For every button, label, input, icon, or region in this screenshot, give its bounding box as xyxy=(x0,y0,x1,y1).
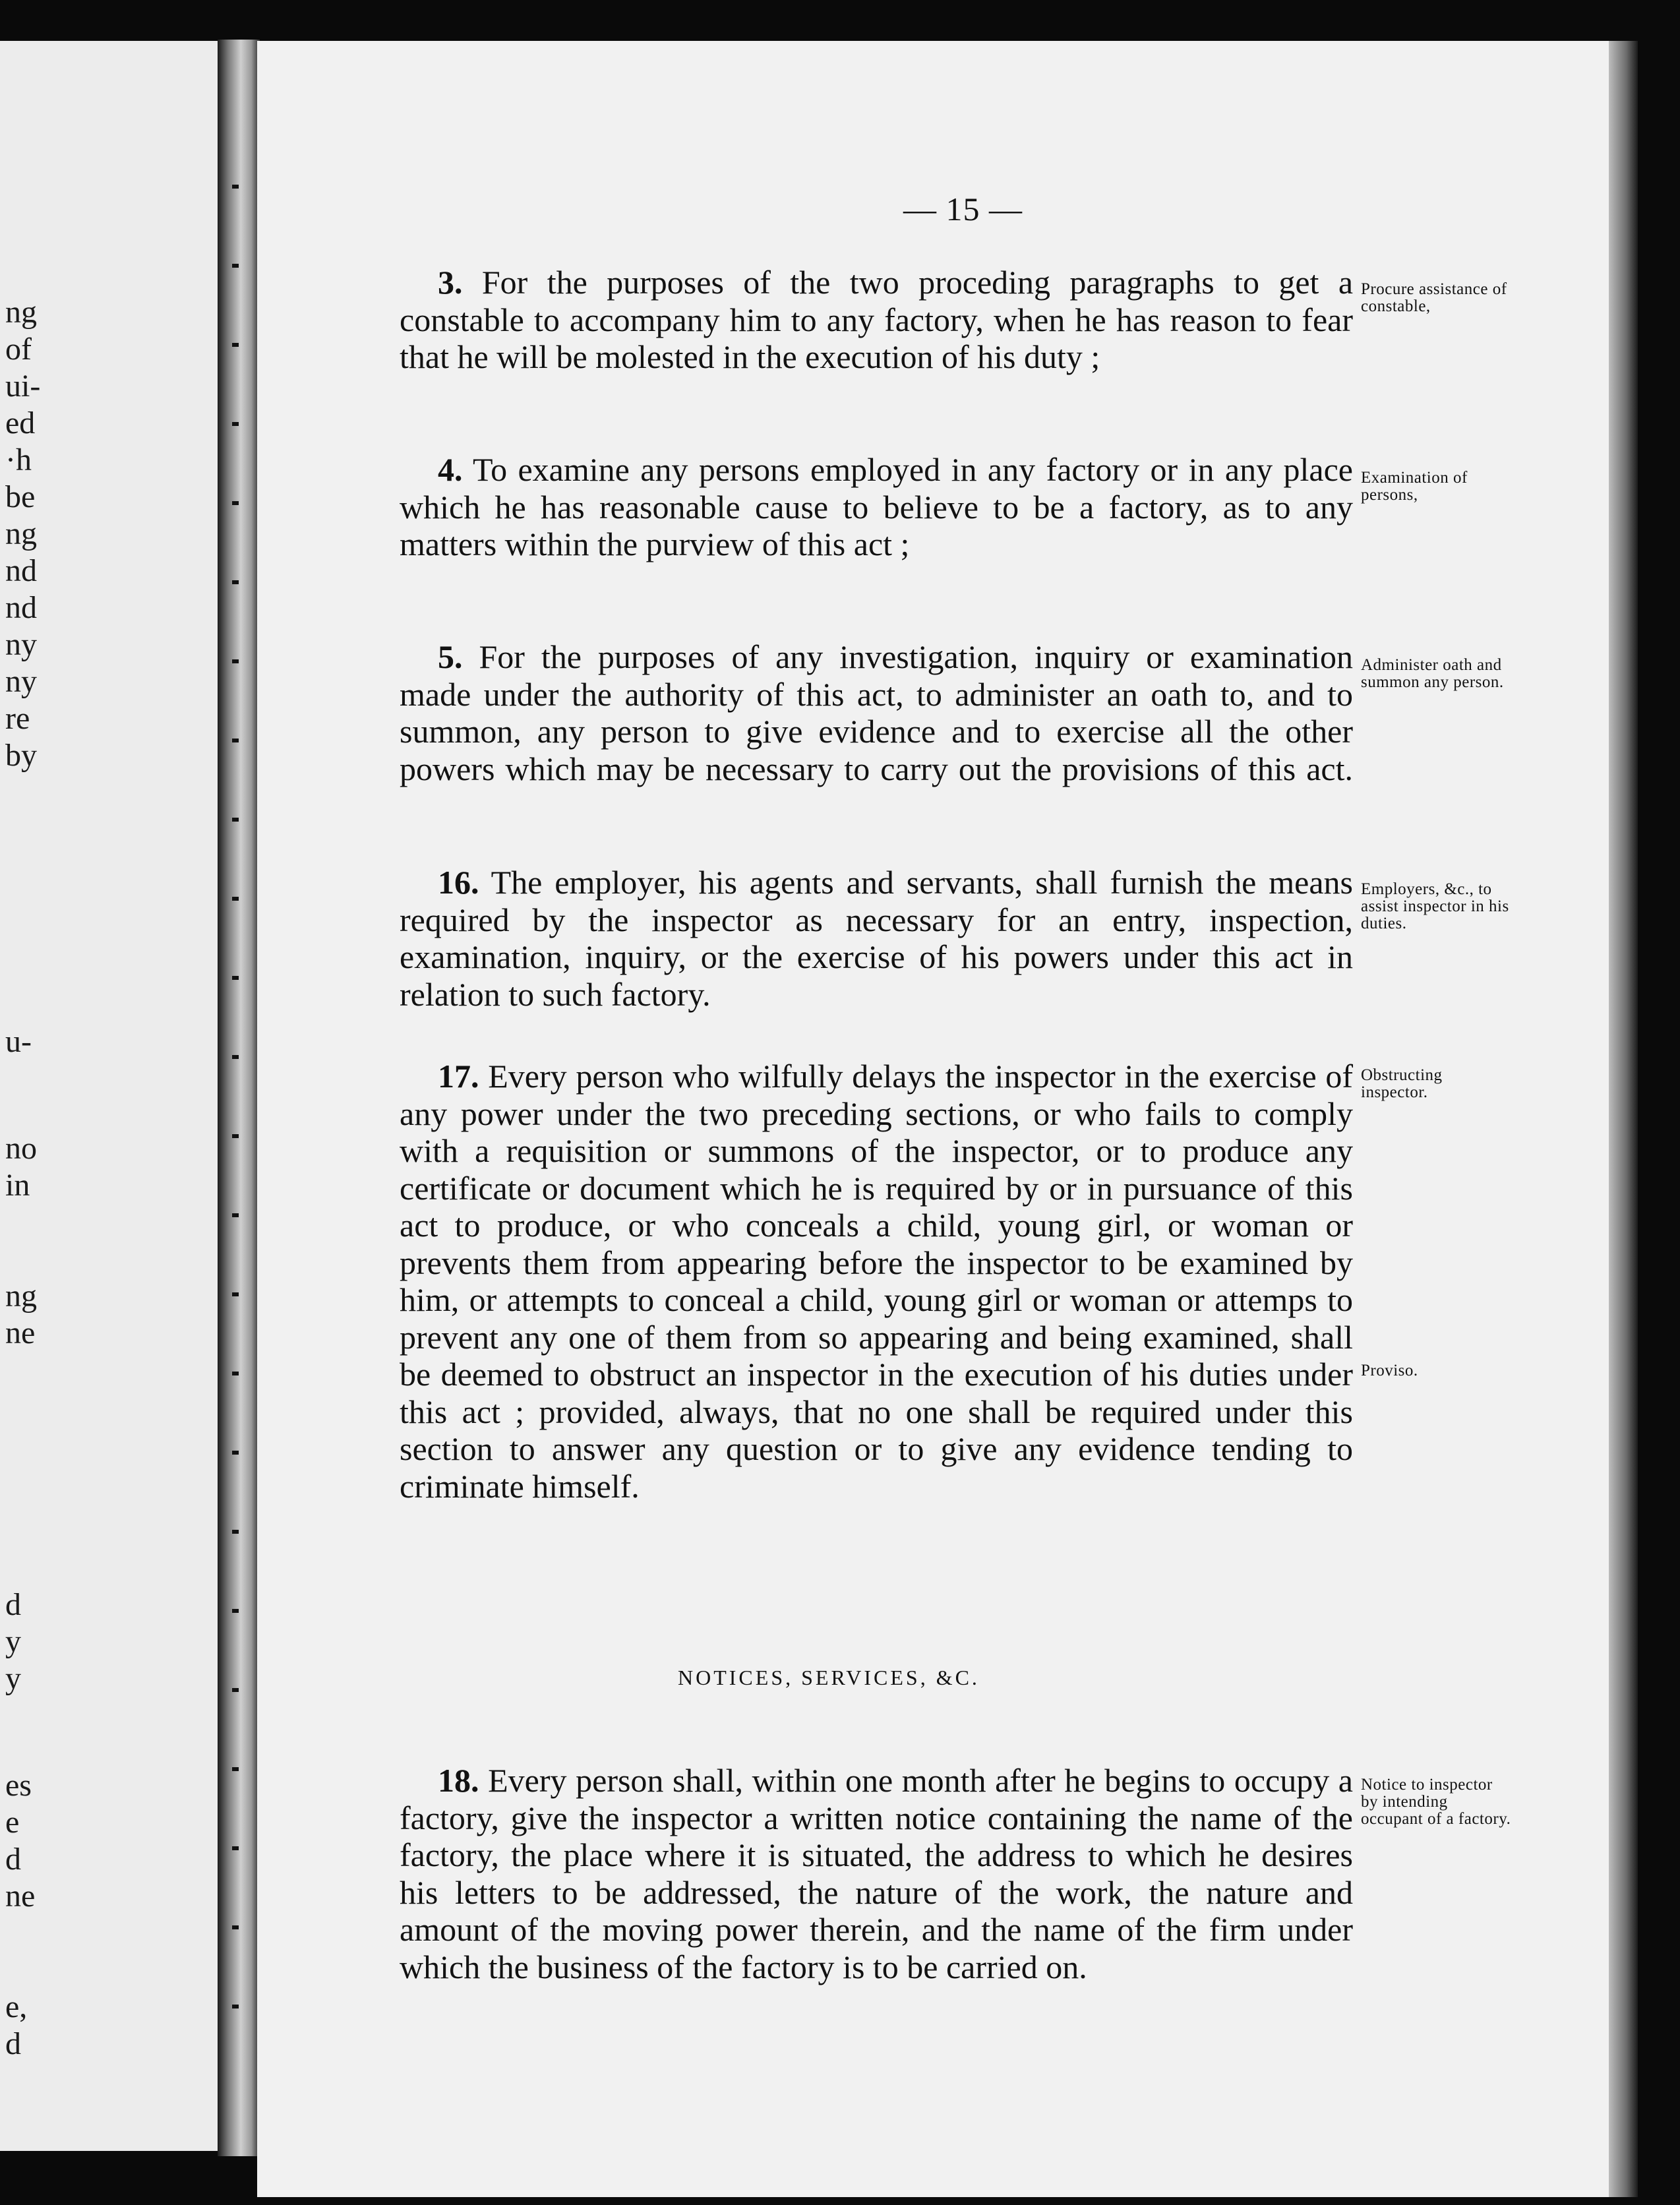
left-page-fragment: be xyxy=(5,479,36,514)
section-heading: NOTICES, SERVICES, &C. xyxy=(678,1666,980,1689)
marginal-note: Administer oath and summon any person. xyxy=(1361,656,1504,691)
page-edge-shadow xyxy=(1609,41,1638,2197)
left-page-fragment: e xyxy=(5,1805,20,1840)
section-number: 17. xyxy=(438,1058,479,1095)
left-page-fragment: ui- xyxy=(5,369,41,404)
section-text: Every person who wilfully delays the inspector in the exercise of any power under the two preceding sections, or who fails to comply with a requisition or summons of the inspector, or to produce any certificate or document which he is required by or in pursuance of this act to produce, or who conceals a child, young girl, or woman or prevents them from appearing before the inspector to be examined by him, or attempts to conceal a child, young girl or woman or attemps to prevent any one of them from so appearing and being examined, shall be deemed to obstruct an inspector in the execution of his duties under this act ; provided, always, that no one shall be required under this section to answer any question or to give any evidence tending to criminate himself. xyxy=(400,1058,1354,1505)
binding-stitch xyxy=(232,422,239,426)
left-page-fragment: by xyxy=(5,738,37,773)
marginal-note-proviso: Proviso. xyxy=(1361,1362,1418,1379)
page-number: — 15 — xyxy=(903,191,1023,227)
section-number: 16. xyxy=(438,864,479,901)
binding-stitch xyxy=(232,501,239,505)
previous-page xyxy=(0,41,231,2151)
binding-stitch xyxy=(232,2005,239,2009)
binding-stitch xyxy=(232,976,239,980)
left-page-fragment: y xyxy=(5,1624,21,1659)
binding-stitch xyxy=(232,1609,239,1613)
left-page-fragment: ny xyxy=(5,664,37,699)
left-page-fragment: ny xyxy=(5,627,37,662)
left-page-fragment: nd xyxy=(5,590,37,625)
marginal-note: Procure assistance of constable, xyxy=(1361,280,1507,315)
left-page-fragment: e, xyxy=(5,1989,28,2024)
binding-stitch xyxy=(232,1055,239,1059)
left-page-fragment: no xyxy=(5,1131,37,1166)
binding-stitch xyxy=(232,1292,239,1296)
binding-stitch xyxy=(232,1925,239,1929)
paragraph-5 xyxy=(400,638,1353,787)
binding-stitch xyxy=(232,1767,239,1771)
binding-stitch xyxy=(232,580,239,584)
left-page-fragment: ·h xyxy=(5,442,32,477)
binding-stitch xyxy=(232,343,239,347)
paragraph-number: 3. xyxy=(438,264,463,301)
marginal-note: Employers, &c., to assist inspector in his duties. xyxy=(1361,880,1509,932)
binding-stitch xyxy=(232,1530,239,1534)
section-text: Every person shall, within one month after he begins to occupy a factory, give the inspector a written notice containing the name of the factory, the place where it is situated, the address to which he desires his letters to be addressed, the nature of the work, the nature and amount of the moving power therein, and the name of the firm under which the business of the factory is to be carried on. xyxy=(400,1762,1354,1985)
binding-stitch xyxy=(232,1213,239,1217)
paragraph-number: 4. xyxy=(438,451,463,488)
binding-stitch xyxy=(232,897,239,901)
binding-stitch xyxy=(232,1688,239,1692)
section-17 xyxy=(400,1058,1353,1505)
left-page-fragment: re xyxy=(5,701,30,736)
binding-stitch xyxy=(232,818,239,822)
binding-stitch xyxy=(232,1134,239,1138)
left-page-fragment: ng xyxy=(5,516,37,551)
section-text: The employer, his agents and servants, shall furnish the means required by the inspector as necessary for an entry, inspection, examination, inquiry, or the exercise of his powers under this act in relation to such factory. xyxy=(400,864,1353,1013)
left-page-fragment: d xyxy=(5,1587,21,1622)
binding-stitch xyxy=(232,264,239,268)
left-page-fragment: y xyxy=(5,1661,21,1696)
paragraph-number: 5. xyxy=(438,638,463,675)
binding-stitch xyxy=(232,1372,239,1375)
left-page-fragment: d xyxy=(5,1842,21,1877)
left-page-fragment: u- xyxy=(5,1024,32,1059)
marginal-note: Examination of persons, xyxy=(1361,469,1468,504)
left-page-fragment: es xyxy=(5,1768,32,1803)
left-page-fragment: d xyxy=(5,2026,21,2061)
left-page-fragment: ng xyxy=(5,295,37,330)
binding-stitch xyxy=(232,1451,239,1455)
left-page-fragment: of xyxy=(5,332,32,367)
section-16 xyxy=(400,864,1353,1013)
binding-stitch xyxy=(232,1846,239,1850)
book-gutter xyxy=(218,40,260,2156)
left-page-fragment: ed xyxy=(5,406,36,440)
left-page-fragment: ne xyxy=(5,1879,36,1914)
paragraph-3 xyxy=(400,264,1353,376)
marginal-note: Notice to inspector by intending occupant of a factory. xyxy=(1361,1776,1511,1828)
left-page-fragment: in xyxy=(5,1168,30,1203)
paragraph-text: For the purposes of the two proceding paragraphs to get a constable to accompany him to any factory, when he has reason to fear that he will be molested in the execution of his duty ; xyxy=(400,264,1354,375)
binding-stitch xyxy=(232,659,239,663)
section-number: 18. xyxy=(438,1762,479,1799)
binding-stitch xyxy=(232,739,239,742)
left-page-fragment: ng xyxy=(5,1279,37,1314)
paragraph-text: For the purposes of any investigation, inquiry or examination made under the authority of this act, to administer an oath to, and to summon, any person to give evidence and to exercise all the other powers which may be necessary to carry out the provisions of this act. xyxy=(400,638,1354,787)
section-18 xyxy=(400,1762,1353,1985)
paragraph-text: To examine any persons employed in any factory or in any place which he has reasonable cause to believe to be a factory, as to any matters within the purview of this act ; xyxy=(400,451,1353,562)
left-page-fragment: nd xyxy=(5,553,37,588)
binding-stitch xyxy=(232,185,239,189)
marginal-note: Obstructing inspector. xyxy=(1361,1066,1443,1101)
paragraph-4 xyxy=(400,451,1353,563)
left-page-fragment: ne xyxy=(5,1315,36,1350)
